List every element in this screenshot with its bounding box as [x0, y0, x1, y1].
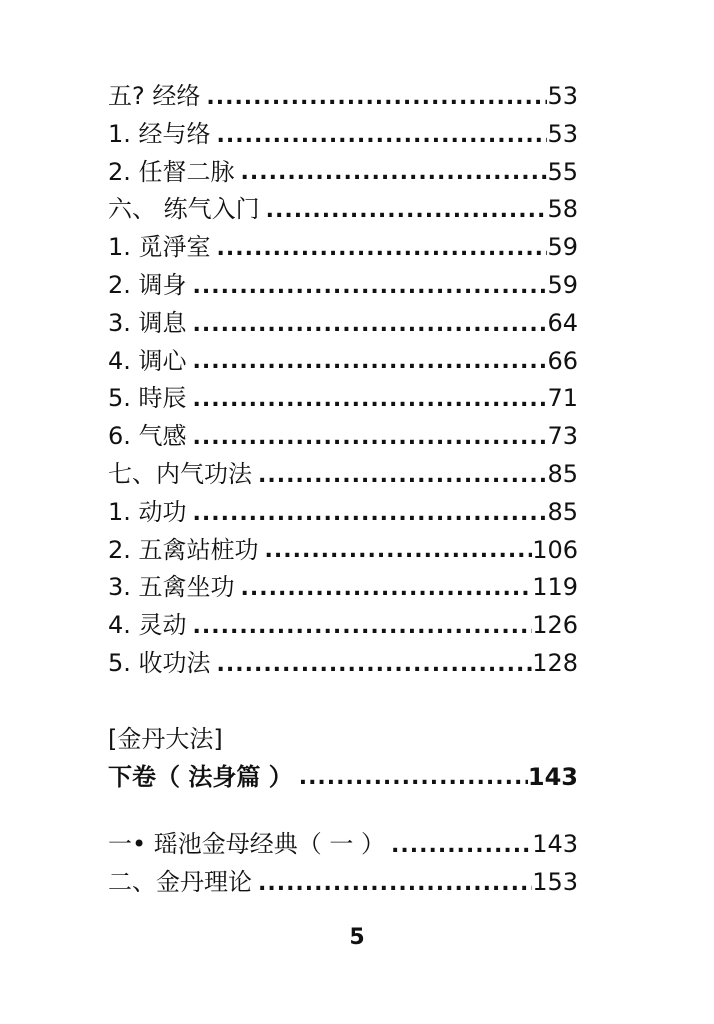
toc-entry-label: 4. 灵动 [108, 611, 187, 640]
toc-entry-shougongfa[interactable] [108, 645, 578, 683]
toc-entry-jingluo[interactable] [108, 78, 578, 116]
toc-entry-tiaoxin[interactable] [108, 343, 578, 381]
section-gap [108, 796, 578, 826]
dot-leader [193, 343, 548, 381]
toc-entry-page: 119 [532, 573, 578, 602]
toc-entry-donggong[interactable] [108, 494, 578, 532]
dot-leader [193, 607, 533, 645]
dot-leader [266, 191, 548, 229]
toc-entry-label: 二、金丹理论 [108, 868, 252, 897]
dot-leader [241, 569, 533, 607]
toc-entry-label: 3. 调息 [108, 308, 187, 337]
toc-entry-page: 53 [547, 82, 578, 110]
toc-entry-jindan-lilun[interactable] [108, 864, 578, 902]
toc-entry-label: 1. 动功 [108, 497, 187, 526]
toc-entry-label: 4. 调心 [108, 346, 187, 375]
toc-entry-lianqi-rumen[interactable] [108, 191, 578, 229]
toc-entry-label: 2. 五禽站桩功 [108, 535, 259, 564]
toc-entry-page: 58 [547, 195, 578, 224]
dot-leader [217, 116, 548, 154]
toc-entry-page: 66 [547, 346, 578, 375]
toc-entry-page: 53 [547, 119, 578, 148]
toc-entry-label: 一• 瑶池金母经典（ 一 ） [108, 830, 386, 859]
toc-entry-jing-yu-luo[interactable] [108, 116, 578, 154]
dot-leader [258, 864, 532, 902]
toc-entry-page: 71 [547, 384, 578, 413]
toc-entry-volume-fashen[interactable] [108, 759, 578, 797]
dot-leader [391, 826, 532, 864]
toc-entry-label: 七、内气功法 [108, 459, 252, 488]
toc-entry-label: 五? 经络 [108, 82, 201, 110]
table-of-contents [108, 78, 578, 902]
dot-leader [193, 418, 548, 456]
toc-entry-label: 5. 收功法 [108, 648, 211, 677]
toc-entry-mi-jingshi[interactable] [108, 229, 578, 267]
toc-entry-qigan[interactable] [108, 418, 578, 456]
toc-entry-yaochi-jinmu[interactable] [108, 826, 578, 864]
toc-entry-neiqi-gongfa[interactable] [108, 456, 578, 494]
toc-entry-label: 3. 五禽坐功 [108, 573, 235, 602]
dot-leader [299, 759, 528, 797]
toc-entry-wuqin-zuogong[interactable] [108, 569, 578, 607]
dot-leader [258, 456, 547, 494]
toc-entry-page: 128 [532, 648, 578, 677]
toc-entry-label: 1. 经与络 [108, 119, 211, 148]
toc-entry-lingdong[interactable] [108, 607, 578, 645]
dot-leader [217, 229, 548, 267]
toc-entry-wuqin-zhanzhuang[interactable] [108, 532, 578, 570]
toc-entry-label: 下卷（ 法身篇 ） [108, 762, 293, 791]
toc-entry-page: 59 [547, 270, 578, 299]
toc-entry-page: 143 [532, 830, 578, 859]
toc-entry-tiaoshen[interactable] [108, 267, 578, 305]
section-gap [108, 683, 578, 721]
toc-entry-page: 143 [527, 762, 578, 791]
dot-leader [193, 305, 548, 343]
toc-entry-label: 6. 气感 [108, 422, 187, 451]
page-number: 5 [349, 925, 365, 950]
dot-leader [206, 78, 547, 116]
toc-entry-tiaoxi[interactable] [108, 305, 578, 343]
toc-entry-page: 73 [547, 422, 578, 451]
toc-entry-page: 55 [547, 157, 578, 186]
toc-entry-page: 126 [532, 611, 578, 640]
dot-leader [265, 532, 533, 570]
toc-entry-label: 2. 调身 [108, 270, 187, 299]
toc-entry-page: 153 [532, 868, 578, 897]
dot-leader [217, 645, 533, 683]
section-heading: [金丹大法] [108, 724, 223, 753]
toc-entry-page: 64 [547, 308, 578, 337]
toc-entry-page: 59 [547, 233, 578, 262]
toc-entry-page: 106 [532, 535, 578, 564]
toc-entry-label: 1. 觅淨室 [108, 233, 211, 262]
dot-leader [241, 154, 548, 192]
dot-leader [193, 380, 548, 418]
toc-entry-ren-du-er-mai[interactable] [108, 154, 578, 192]
dot-leader [193, 267, 548, 305]
toc-entry-label: 5. 時辰 [108, 384, 187, 413]
toc-entry-shichen[interactable] [108, 380, 578, 418]
toc-entry-label: 2. 任督二脉 [108, 157, 235, 186]
dot-leader [193, 494, 548, 532]
toc-entry-label: 六、 练气入门 [108, 195, 260, 224]
toc-entry-page: 85 [547, 497, 578, 526]
toc-entry-page: 85 [547, 459, 578, 488]
